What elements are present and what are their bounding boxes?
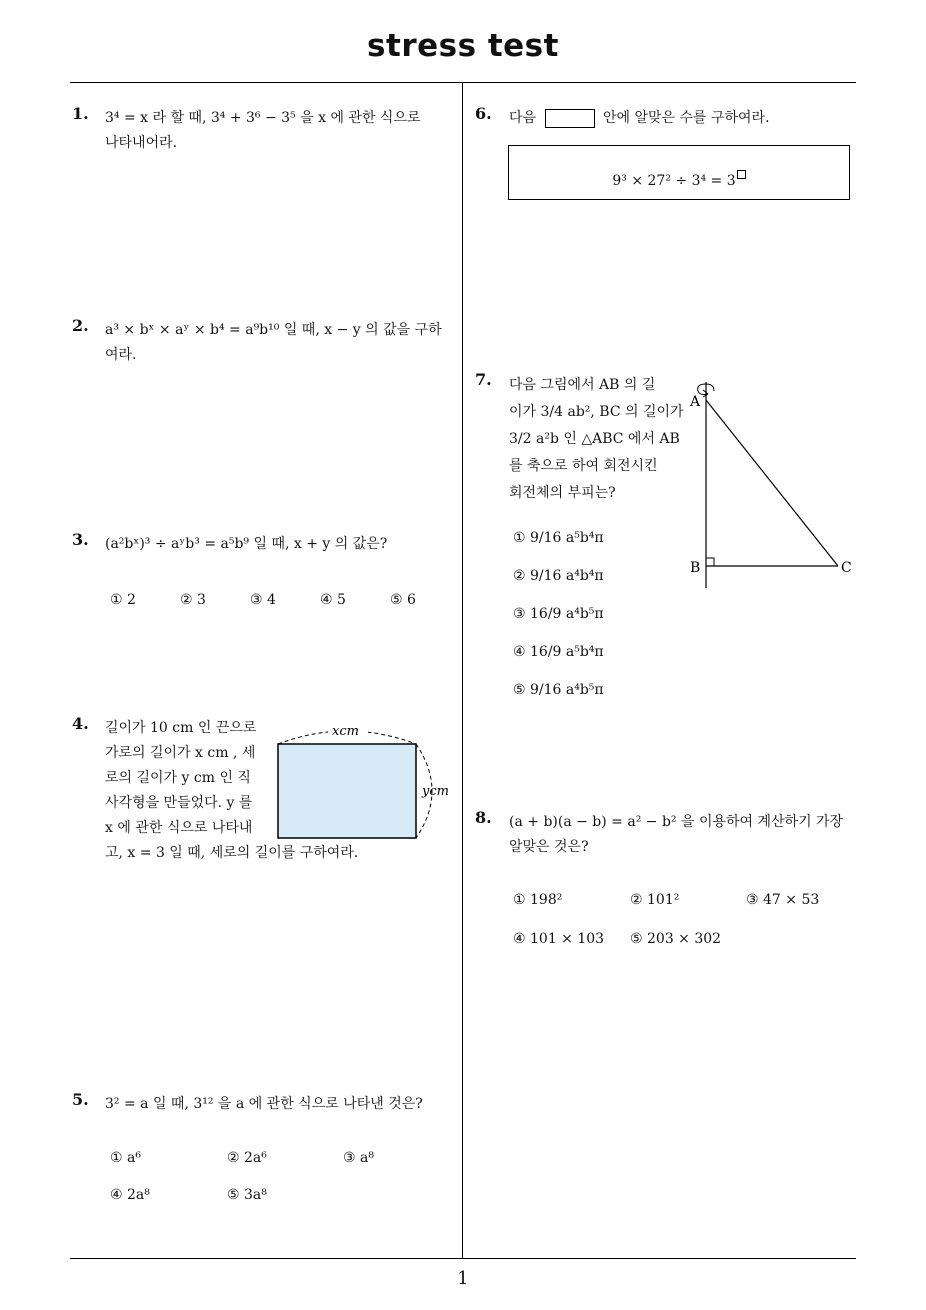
problem-text [105,318,465,368]
problem-line: 알맞은 것은? [509,839,589,855]
triangle-figure [680,378,860,593]
choice-item[interactable]: ④ 5 [320,592,346,608]
column-divider [462,83,463,1259]
top-dimension-label: xcm [332,724,359,739]
problem-text: (a²bˣ)³ ÷ aʸb³ = a⁵b⁹ 일 때, x + y 의 값은? [105,536,388,552]
choice-item[interactable]: ⑤ 6 [390,592,416,608]
triangle-hypotenuse [706,400,838,566]
choice-item[interactable]: ① 2 [110,592,136,608]
side-dimension-label: ycm [422,784,449,799]
page-number: 1 [457,1268,469,1289]
choice-item[interactable]: ⑤ 3a⁸ [227,1187,267,1203]
blank-square-icon [737,170,746,179]
problem-number: 3. [72,530,89,549]
choice-item[interactable]: ③ 4 [250,592,276,608]
problem-number: 2. [72,316,89,335]
problem-text [509,372,689,507]
vertex-label-c: C [841,560,852,576]
problem-number: 1. [72,104,89,123]
equation-box [508,145,850,200]
problem-line: 여라. [105,347,137,363]
problem-line: 3/2 a²b 인 △ABC 에서 AB [509,431,680,447]
problem-line: 가로의 길이가 x cm , 세 [105,745,256,761]
answer-blank-box [545,109,595,128]
choice-item[interactable]: ③ 47 × 53 [746,892,820,908]
vertex-label-a: A [690,394,701,410]
problem-line: 3⁴ = x 라 할 때, 3⁴ + 3⁶ − 3⁵ 을 x 에 관한 식으로 [105,110,421,126]
problem-number: 4. [72,714,89,733]
choice-item[interactable]: ③ 16/9 a⁴b⁵π [513,606,604,622]
problem-line: 나타내어라. [105,135,178,151]
problem-number: 7. [475,370,492,389]
choice-item[interactable]: ④ 101 × 103 [513,931,605,947]
problem-line: 길이가 10 cm 인 끈으로 [105,720,257,736]
problem-text [509,810,869,860]
problem-line: 회전체의 부피는? [509,485,616,501]
equation-line [509,170,849,189]
problem-text: 3² = a 일 때, 3¹² 을 a 에 관한 식으로 나타낸 것은? [105,1096,423,1112]
choice-item[interactable]: ② 2a⁶ [227,1150,267,1166]
header-rule [70,82,856,83]
page-title: stress test [367,28,559,64]
problem-number: 5. [72,1090,89,1109]
choice-item[interactable]: ① 9/16 a⁵b⁴π [513,530,604,546]
problem-line: x 에 관한 식으로 나타내 [105,820,253,836]
choice-item[interactable]: ⑤ 9/16 a⁴b⁵π [513,682,604,698]
problem-text [105,106,465,156]
choice-item[interactable]: ① 198² [513,892,563,908]
choice-item[interactable]: ② 9/16 a⁴b⁴π [513,568,604,584]
problem-line: a³ × bˣ × aʸ × b⁴ = a⁹b¹⁰ 일 때, x − y 의 값을 구하 [105,322,442,338]
problem-line: 를 축으로 하여 회전시킨 [509,458,658,474]
problem-text-before: 다음 [509,110,537,126]
choice-item[interactable]: ④ 2a⁸ [110,1187,150,1203]
choice-item[interactable]: ④ 16/9 a⁵b⁴π [513,644,604,660]
problem-line: 로의 길이가 y cm 인 직 [105,770,251,786]
choice-item[interactable]: ② 101² [630,892,680,908]
problem-number: 8. [475,808,492,827]
problem-number: 6. [475,104,492,123]
footer-rule [70,1258,856,1259]
problem-line: 사각형을 만들었다. y 를 [105,795,253,811]
problem-text [509,106,869,131]
choice-item[interactable]: ⑤ 203 × 302 [630,931,722,947]
choice-item[interactable]: ③ a⁸ [343,1150,374,1166]
choice-item[interactable]: ① a⁶ [110,1150,141,1166]
problem-line: 이가 3/4 ab², BC 의 길이가 [509,404,684,420]
problem-line: (a + b)(a − b) = a² − b² 을 이용하여 계산하기 가장 [509,814,844,830]
problem-line: 고, x = 3 일 때, 세로의 길이를 구하여라. [105,845,359,861]
vertex-label-b: B [690,560,701,576]
rectangle-figure [268,718,460,848]
right-angle-marker [706,558,714,566]
choice-item[interactable]: ② 3 [180,592,206,608]
equation-text: 9³ × 27² ÷ 3⁴ = 3 [612,173,736,189]
problem-text-after: 안에 알맞은 수를 구하여라. [602,110,770,126]
rectangle-shape [278,744,416,838]
problem-line: 다음 그림에서 AB 의 길 [509,377,656,393]
